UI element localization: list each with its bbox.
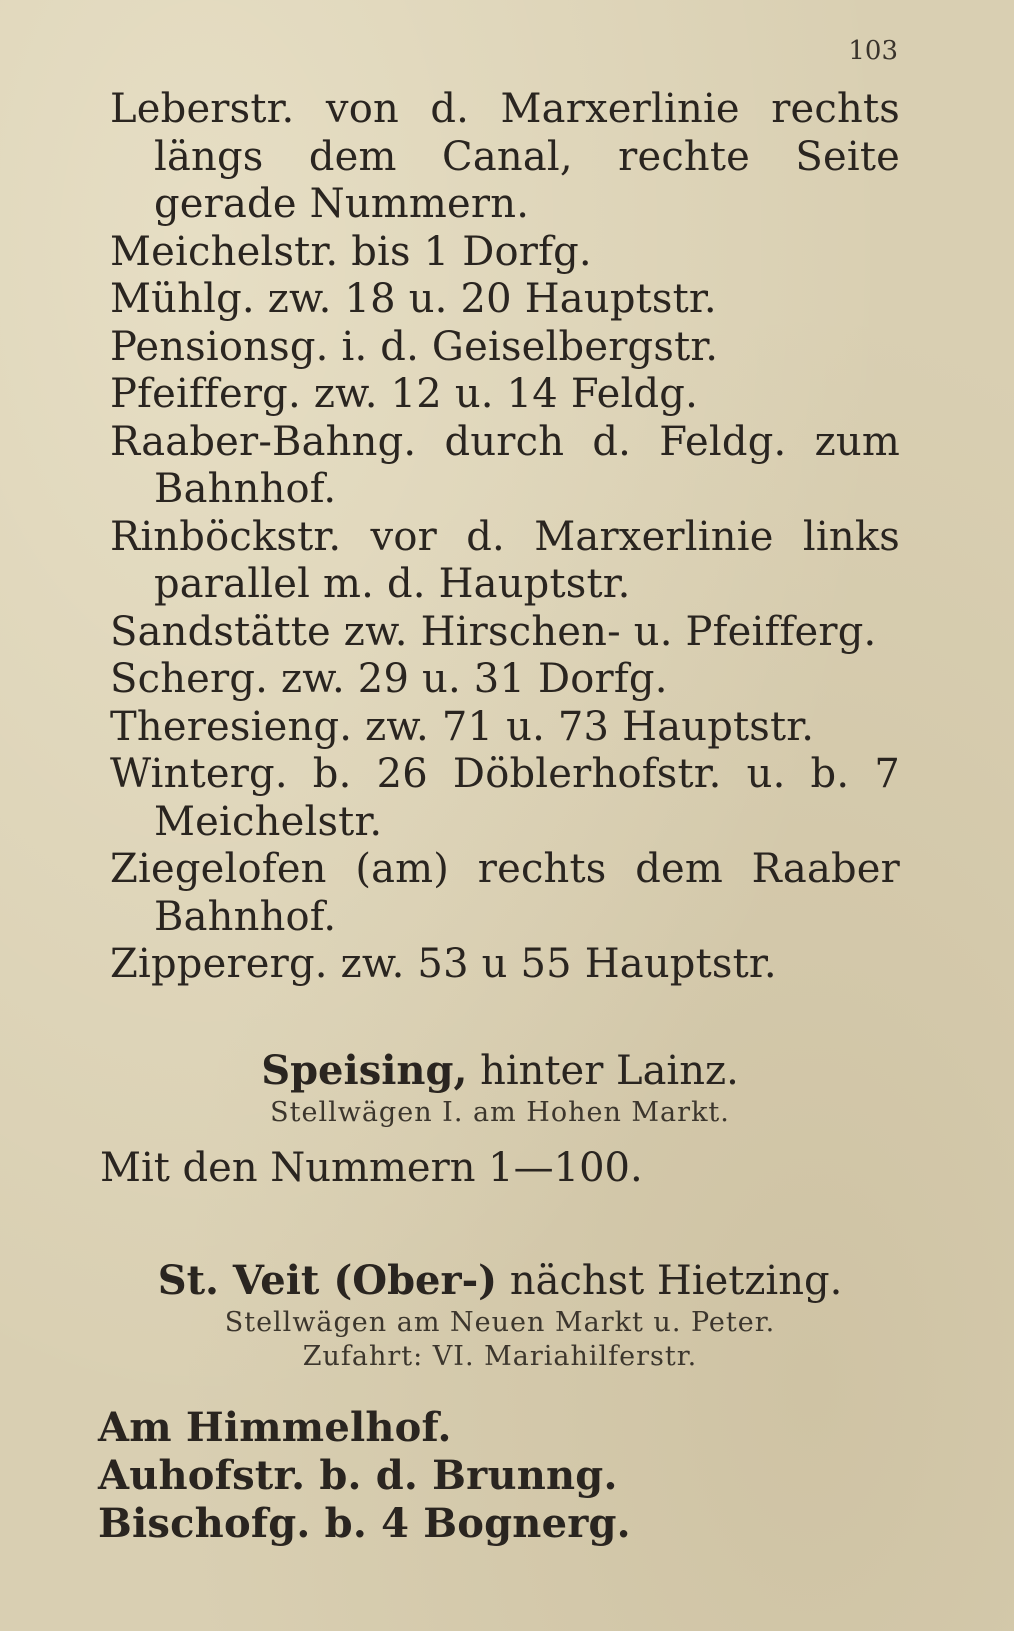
street-entry: Ziegelofen (am) rechts dem Raaber Bahnhof.	[110, 846, 900, 940]
street-entry: Scherg. zw. 29 u. 31 Dorfg.	[110, 656, 668, 702]
numbers-note: Mit den Nummern 1—100.	[100, 1145, 643, 1191]
street-entry: Pensionsg. i. d. Geiselbergstr.	[110, 323, 719, 370]
section-speising	[100, 1046, 900, 1192]
street-entry: Meichelstr. bis 1 Dorfg.	[110, 228, 592, 275]
street-entry: Rinböckstr. vor d. Marxerlinie links parallel m. d. Hauptstr.	[110, 513, 900, 607]
street-entry: Winterg. b. 26 Döblerhofstr. u. b. 7 Meichelstr.	[110, 751, 900, 845]
stellwagen-note: Stellwägen I. am Hohen Markt.	[270, 1097, 730, 1128]
street-entry: Bischofg. b. 4 Bognerg.	[98, 1500, 631, 1547]
town-location: nächst Hietzing.	[509, 1258, 843, 1304]
town-name: Speising,	[261, 1047, 468, 1094]
street-entry: Zippererg. zw. 53 u 55 Hauptstr.	[110, 941, 777, 987]
street-entry: Leberstr. von d. Marxerlinie rechts längs dem Canal, rechte Seite gerade Nummern.	[110, 86, 900, 227]
street-entry: Theresieng. zw. 71 u. 73 Hauptstr.	[110, 703, 815, 750]
zufahrt-note: Zufahrt: VI. Mariahilferstr.	[302, 1341, 698, 1372]
stellwagen-note: Stellwägen am Neuen Markt u. Peter.	[224, 1307, 776, 1338]
street-entry: Sandstätte zw. Hirschen- u. Pfeifferg.	[110, 608, 877, 655]
section-st-veit	[100, 1256, 900, 1374]
street-entry: Auhofstr. b. d. Brunng.	[98, 1452, 618, 1499]
section-heading	[100, 1256, 900, 1306]
street-entry: Am Himmelhof.	[98, 1404, 452, 1451]
street-entry: Pfeifferg. zw. 12 u. 14 Feldg.	[110, 371, 698, 417]
section-heading	[100, 1046, 900, 1096]
town-name: St. Veit (Ober-)	[157, 1257, 498, 1304]
town-location: hinter Lainz.	[480, 1048, 739, 1094]
street-list-st-veit	[98, 1404, 898, 1548]
street-entry: Mühlg. zw. 18 u. 20 Hauptstr.	[110, 276, 717, 322]
page-number: 103	[848, 36, 898, 66]
street-list-continued	[110, 86, 900, 989]
street-entry: Raaber-Bahng. durch d. Feldg. zum Bahnhof.	[110, 418, 900, 512]
